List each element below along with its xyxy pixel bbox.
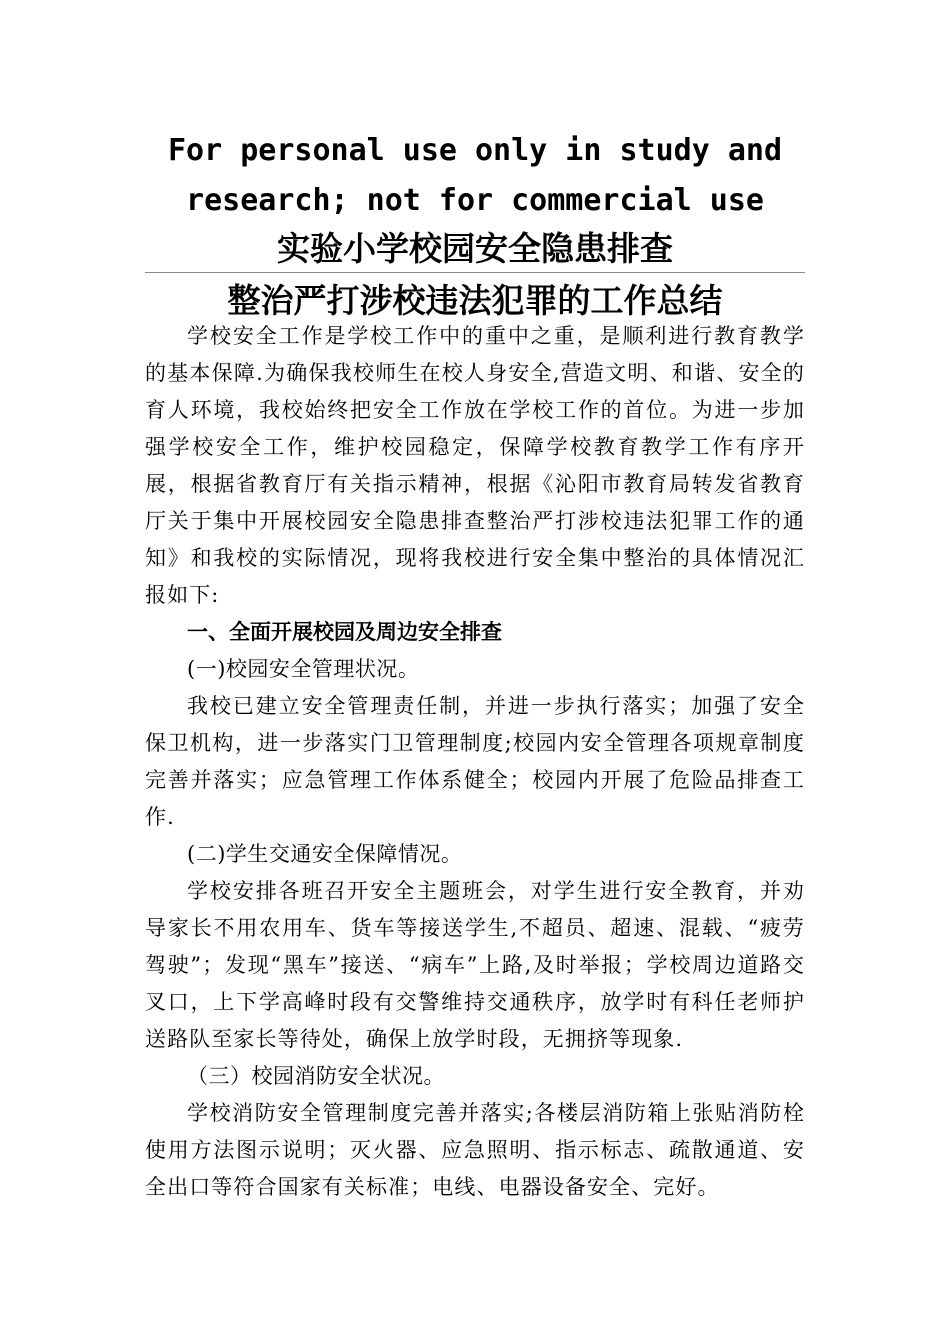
document-body [145,318,805,1206]
subsection-2-heading: (二)学生交通安全保障情况。 [187,842,463,866]
disclaimer-line-1: For personal use only in study and [167,133,783,168]
subsection-3-paragraph: 学校消防安全管理制度完善并落实;各楼层消防箱上张贴消防栓使用方法图示说明；灭火器、应急照明、指示标志、疏散通道、安全出口等符合国家有关标准；电线、电器设备安全、完好。 [145,1101,805,1199]
subsection-2-paragraph: 学校安排各班召开安全主题班会，对学生进行安全教育，并劝导家长不用农用车、货车等接送学生,不超员、超速、混载、“疲劳驾驶”；发现“黑车”接送、“病车”上路,及时举报；学校周边道路交叉口，上下学高峰时段有交警维持交通秩序，放学时有科任老师护送路队至家长等待处，确保上放学时段，无拥挤等现象. [145,879,805,1051]
subsection-3-heading: （三）校园消防安全状况。 [187,1064,445,1088]
subsection-1-heading: (一)校园安全管理状况。 [187,657,420,681]
subsection-1-paragraph: 我校已建立安全管理责任制，并进一步执行落实；加强了安全保卫机构，进一步落实门卫管理制度;校园内安全管理各项规章制度完善并落实；应急管理工作体系健全；校园内开展了危险品排查工作. [145,694,805,829]
header-divider [145,272,805,273]
intro-paragraph: 学校安全工作是学校工作中的重中之重，是顺利进行教育教学的基本保障.为确保我校师生在校人身安全,营造文明、和谐、安全的育人环境，我校始终把安全工作放在学校工作的首位。为进一步加强学校安全工作，维护校园稳定，保障学校教育教学工作有序开展，根据省教育厅有关指示精神，根据《沁阳市教育局转发省教育厅关于集中开展校园安全隐患排查整治严打涉校违法犯罪工作的通知》和我校的实际情况，现将我校进行安全集中整治的具体情况汇报如下: [145,324,805,607]
section-1-heading: 一、全面开展校园及周边安全排查 [187,620,502,644]
document-title-line-2: 整治严打涉校违法犯罪的工作总结 [227,281,723,320]
document-title-line-1: 实验小学校园安全隐患排查 [277,229,673,268]
disclaimer-line-2: research; not for commercial use [186,183,764,218]
